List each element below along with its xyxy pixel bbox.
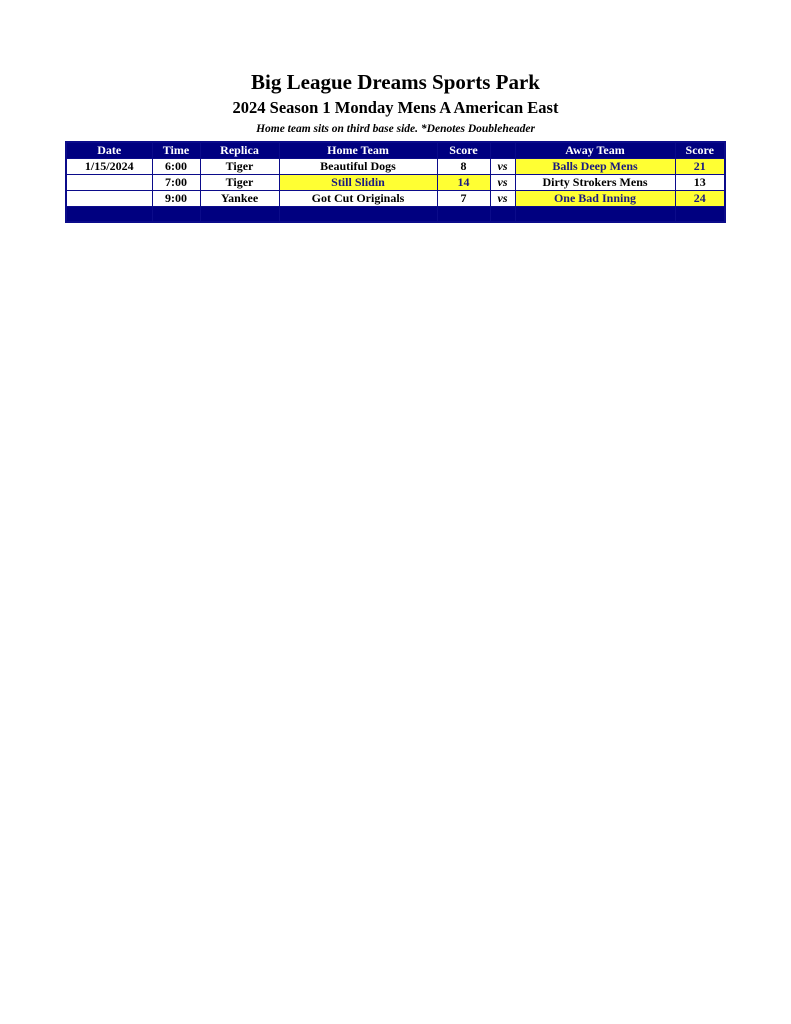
column-header-date: Date [66, 142, 152, 159]
game-date [66, 191, 152, 207]
versus-label: vs [490, 191, 515, 207]
table-row [66, 191, 725, 207]
game-time: 9:00 [152, 191, 200, 207]
column-header-away-team: Away Team [515, 142, 675, 159]
footer-cell [675, 207, 725, 223]
table-row [66, 159, 725, 175]
schedule-note: Home team sits on third base side. *Denotes Doubleheader [256, 123, 535, 135]
column-header-home-team: Home Team [279, 142, 437, 159]
schedule-table [65, 141, 726, 223]
footer-cell [279, 207, 437, 223]
home-team: Beautiful Dogs [279, 159, 437, 175]
footer-cell [200, 207, 279, 223]
versus-label: vs [490, 175, 515, 191]
column-header-away-score: Score [675, 142, 725, 159]
field-replica: Tiger [200, 159, 279, 175]
game-time: 6:00 [152, 159, 200, 175]
home-team: Got Cut Originals [279, 191, 437, 207]
home-team: Still Slidin [279, 175, 437, 191]
game-date [66, 175, 152, 191]
away-team: Dirty Strokers Mens [515, 175, 675, 191]
away-score: 24 [675, 191, 725, 207]
column-header-home-score: Score [437, 142, 490, 159]
column-header-replica: Replica [200, 142, 279, 159]
away-score: 13 [675, 175, 725, 191]
away-team: One Bad Inning [515, 191, 675, 207]
game-date: 1/15/2024 [66, 159, 152, 175]
footer-cell [515, 207, 675, 223]
field-replica: Yankee [200, 191, 279, 207]
table-row [66, 175, 725, 191]
column-header-time: Time [152, 142, 200, 159]
home-score: 8 [437, 159, 490, 175]
home-score: 7 [437, 191, 490, 207]
field-replica: Tiger [200, 175, 279, 191]
page-title: Big League Dreams Sports Park [251, 70, 540, 94]
away-team: Balls Deep Mens [515, 159, 675, 175]
away-score: 21 [675, 159, 725, 175]
footer-cell [437, 207, 490, 223]
table-footer-row [66, 207, 725, 223]
footer-cell [66, 207, 152, 223]
footer-cell [152, 207, 200, 223]
game-time: 7:00 [152, 175, 200, 191]
table-header-row [66, 142, 725, 159]
home-score: 14 [437, 175, 490, 191]
versus-label: vs [490, 159, 515, 175]
footer-cell [490, 207, 515, 223]
column-header-vs [490, 142, 515, 159]
league-subtitle: 2024 Season 1 Monday Mens A American East [232, 98, 559, 117]
